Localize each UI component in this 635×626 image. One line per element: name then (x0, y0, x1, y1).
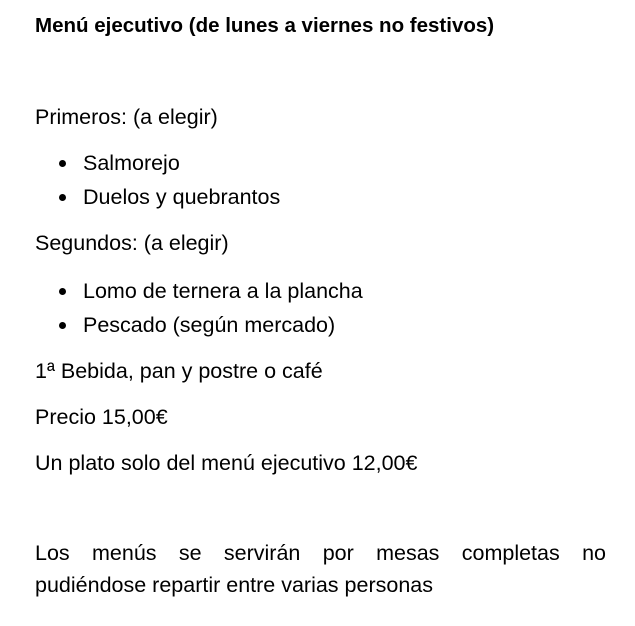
price-line: Precio 15,00€ (35, 405, 168, 429)
service-notice: Los menús se servirán por mesas completas no pudiéndose repartir entre varias personas (35, 541, 606, 597)
bullet-icon (59, 194, 66, 201)
list-item-label: Duelos y quebrantos (83, 185, 281, 209)
list-item (35, 274, 363, 308)
single-dish-price-line: Un plato solo del menú ejecutivo 12,00€ (35, 451, 418, 475)
list-item (35, 308, 363, 342)
menu-title: Menú ejecutivo (de lunes a viernes no festivos) (35, 14, 495, 37)
bullet-icon (59, 288, 66, 295)
list-item-label: Lomo de ternera a la plancha (83, 279, 363, 303)
primeros-list (35, 146, 280, 214)
list-item (35, 146, 280, 180)
list-item-label: Pescado (según mercado) (83, 313, 336, 337)
segundos-list (35, 274, 363, 342)
includes-line: 1ª Bebida, pan y postre o café (35, 359, 323, 383)
primeros-heading: Primeros: (a elegir) (35, 105, 218, 129)
list-item-label: Salmorejo (83, 151, 180, 175)
segundos-heading: Segundos: (a elegir) (35, 231, 229, 255)
bullet-icon (59, 160, 66, 167)
bullet-icon (59, 322, 66, 329)
list-item (35, 180, 280, 214)
